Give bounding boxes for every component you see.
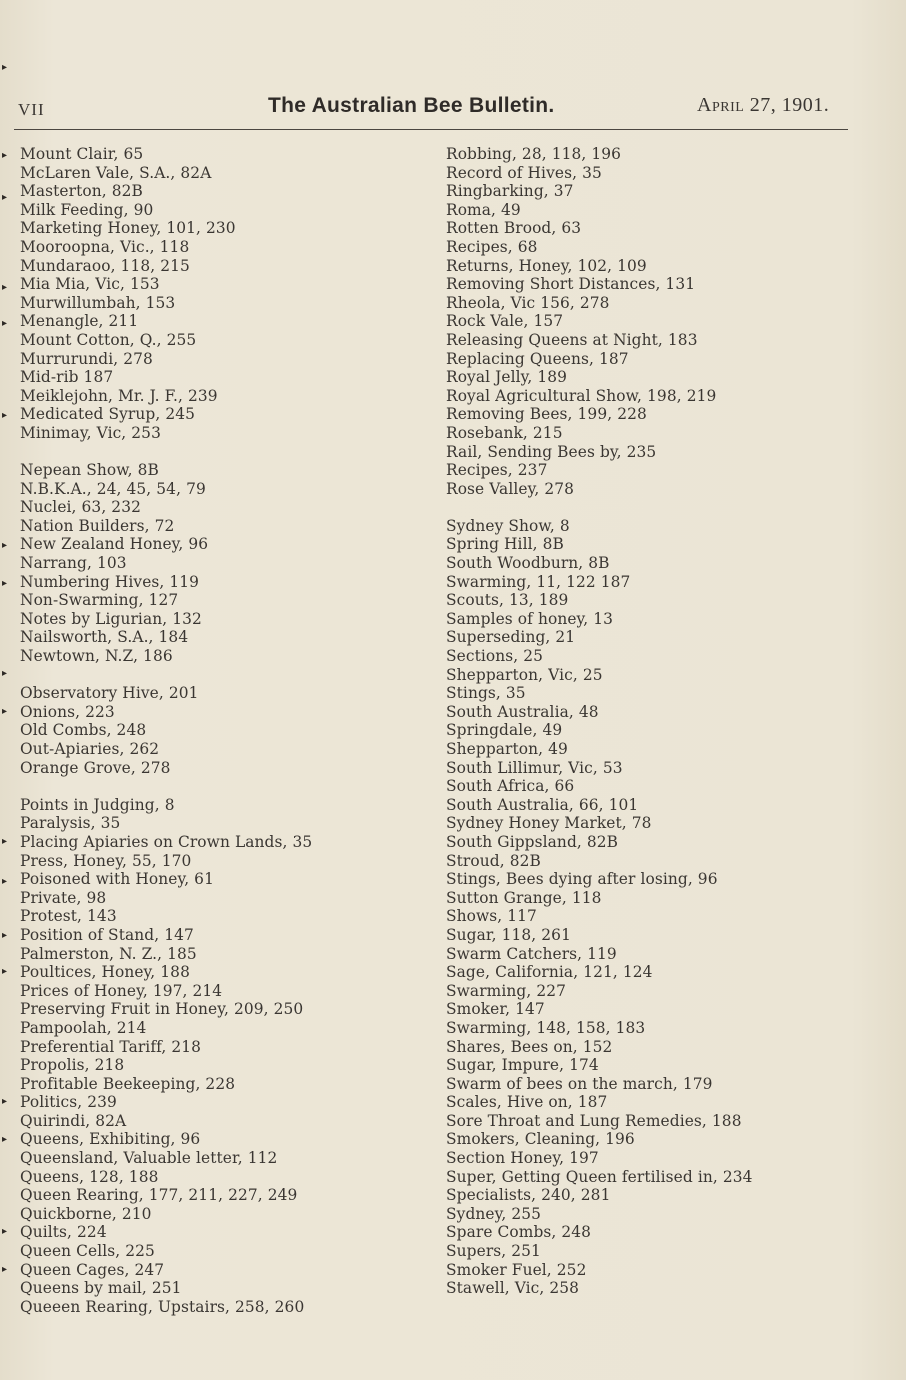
index-entry: Sydney, 255 [446, 1204, 542, 1223]
margin-tick: ▸ [2, 876, 8, 887]
index-entry: Preserving Fruit in Honey, 209, 250 [20, 1000, 304, 1019]
index-entry: Notes by Ligurian, 132 [20, 609, 202, 628]
index-entry: Mount Clair, 65 [20, 145, 144, 163]
index-entry: Newtown, N.Z, 186 [20, 647, 173, 666]
margin-tick: ▸ [2, 62, 8, 73]
index-entry: Shares, Bees on, 152 [446, 1037, 613, 1056]
index-entry: Scouts, 13, 189 [446, 591, 569, 610]
margin-tick: ▸ [2, 410, 8, 421]
index-entry: Rotten Brood, 63 [446, 219, 582, 238]
index-entry: Placing Apiaries on Crown Lands, 35 [20, 832, 313, 851]
header-rule [14, 129, 848, 130]
index-entry: Nailsworth, S.A., 184 [20, 628, 189, 647]
issue-month: April [697, 94, 745, 116]
section-gap [20, 666, 430, 685]
index-entry: Paralysis, 35 [20, 814, 121, 833]
margin-tick: ▸ [2, 668, 8, 679]
index-entry: Rail, Sending Bees by, 235 [446, 442, 657, 461]
index-entry: Profitable Beekeeping, 228 [20, 1074, 236, 1093]
index-entry: Scales, Hive on, 187 [446, 1093, 608, 1112]
index-entry: Propolis, 218 [20, 1056, 125, 1075]
index-entry: Sutton Grange, 118 [446, 888, 602, 907]
index-entry: Queeen Rearing, Upstairs, 258, 260 [20, 1297, 305, 1316]
index-entry: South Gippsland, 82B [446, 832, 619, 851]
index-entry: Shepparton, 49 [446, 740, 568, 758]
margin-tick: ▸ [2, 192, 8, 203]
margin-tick: ▸ [2, 930, 8, 941]
index-entry: Masterton, 82B [20, 182, 143, 201]
index-entry: Sydney Honey Market, 78 [446, 814, 652, 833]
index-entry: Releasing Queens at Night, 183 [446, 330, 698, 349]
index-entry: Swarm Catchers, 119 [446, 944, 617, 963]
index-entry: Palmerston, N. Z., 185 [20, 944, 197, 963]
margin-tick: ▸ [2, 706, 8, 717]
index-entry: Orange Grove, 278 [20, 758, 171, 777]
index-entry: South Lillimur, Vic, 53 [446, 758, 623, 777]
index-entry: Replacing Queens, 187 [446, 349, 629, 368]
index-entry: Murrurundi, 278 [20, 349, 153, 368]
index-entry: Mid-rib 187 [20, 368, 114, 387]
index-entry: Robbing, 28, 118, 196 [446, 145, 622, 163]
index-column-right [446, 145, 846, 1298]
index-entry: South Australia, 66, 101 [446, 795, 639, 814]
index-entry: Shows, 117 [446, 907, 537, 926]
index-entry: Queen Rearing, 177, 211, 227, 249 [20, 1186, 298, 1205]
index-entry: Record of Hives, 35 [446, 163, 602, 182]
index-entry: Spring Hill, 8B [446, 535, 564, 554]
index-entry: Nation Builders, 72 [20, 516, 175, 535]
index-entry: Mooroopna, Vic., 118 [20, 237, 190, 256]
index-entry: Murwillumbah, 153 [20, 293, 176, 312]
index-entry: Mount Cotton, Q., 255 [20, 330, 197, 349]
index-entry: Swarming, 11, 122 187 [446, 572, 631, 591]
index-entry: Recipes, 68 [446, 237, 538, 256]
index-entry: Quirindi, 82A [20, 1111, 127, 1130]
index-entry: N.B.K.A., 24, 45, 54, 79 [20, 479, 206, 498]
index-entry: Mundaraoo, 118, 215 [20, 256, 190, 275]
margin-tick: ▸ [2, 1264, 8, 1275]
index-entry: Removing Short Distances, 131 [446, 275, 696, 294]
index-entry: Stings, 35 [446, 684, 526, 703]
index-entry: New Zealand Honey, 96 [20, 535, 209, 554]
index-entry: Poultices, Honey, 188 [20, 963, 190, 982]
index-column-left [20, 145, 430, 1316]
index-entry: Smoker, 147 [446, 1000, 545, 1019]
section-gap [20, 777, 430, 796]
index-entry: Sugar, 118, 261 [446, 925, 571, 944]
index-entry: Rock Vale, 157 [446, 312, 564, 331]
index-entry: Quilts, 224 [20, 1223, 107, 1242]
index-entry: Sugar, Impure, 174 [446, 1056, 599, 1075]
index-entry: Smoker Fuel, 252 [446, 1260, 587, 1279]
index-entry: Points in Judging, 8 [20, 795, 175, 814]
index-entry: Sydney Show, 8 [446, 516, 570, 535]
margin-tick: ▸ [2, 1226, 8, 1237]
index-entry: Non-Swarming, 127 [20, 591, 179, 610]
section-gap [20, 443, 430, 462]
index-entry: Spare Combs, 248 [446, 1223, 592, 1242]
journal-title: The Australian Bee Bulletin. [268, 94, 555, 117]
margin-tick: ▸ [2, 1096, 8, 1107]
index-entry: Narrang, 103 [20, 554, 127, 573]
index-entry: Springdale, 49 [446, 721, 563, 740]
margin-tick: ▸ [2, 318, 8, 329]
index-entry: Onions, 223 [20, 702, 115, 721]
issue-day-year: 27, 1901. [744, 94, 830, 116]
index-entry: Sage, California, 121, 124 [446, 963, 653, 982]
index-entry: Royal Jelly, 189 [446, 368, 568, 387]
index-entry: Stings, Bees dying after losing, 96 [446, 870, 718, 889]
index-entry: Queens, 128, 188 [20, 1167, 159, 1186]
index-entry: Queen Cells, 225 [20, 1242, 155, 1261]
index-entry: Menangle, 211 [20, 312, 139, 331]
index-entry: Rheola, Vic 156, 278 [446, 293, 610, 312]
index-entry: Specialists, 240, 281 [446, 1186, 611, 1205]
index-entry: South Africa, 66 [446, 777, 575, 796]
index-entry: McLaren Vale, S.A., 82A [20, 163, 212, 182]
index-entry: Smokers, Cleaning, 196 [446, 1130, 635, 1149]
index-entry: Private, 98 [20, 888, 107, 907]
section-gap [446, 498, 846, 517]
index-entry: Roma, 49 [446, 200, 521, 219]
margin-tick: ▸ [2, 966, 8, 977]
index-entry: Supers, 251 [446, 1242, 541, 1261]
index-entry: Prices of Honey, 197, 214 [20, 981, 223, 1000]
index-entry: Stroud, 82B [446, 851, 541, 870]
index-entry: Sore Throat and Lung Remedies, 188 [446, 1111, 742, 1130]
index-entry: Position of Stand, 147 [20, 925, 194, 944]
index-entry: Section Honey, 197 [446, 1149, 599, 1168]
index-entry: Ringbarking, 37 [446, 182, 574, 201]
index-entry: Old Combs, 248 [20, 721, 147, 740]
index-entry: Removing Bees, 199, 228 [446, 405, 647, 424]
index-entry: Swarming, 148, 158, 183 [446, 1018, 646, 1037]
index-entry: Samples of honey, 13 [446, 609, 614, 628]
margin-tick: ▸ [2, 150, 8, 161]
issue-date [697, 94, 829, 117]
index-entry: Medicated Syrup, 245 [20, 405, 195, 424]
index-entry: Nepean Show, 8B [20, 461, 159, 480]
index-entry: Marketing Honey, 101, 230 [20, 219, 236, 238]
index-entry: Out-Apiaries, 262 [20, 740, 160, 758]
index-entry: Poisoned with Honey, 61 [20, 870, 214, 889]
index-entry: Super, Getting Queen fertilised in, 234 [446, 1167, 753, 1186]
index-entry: South Australia, 48 [446, 702, 599, 721]
page-number: VII [18, 100, 45, 119]
index-entry: Recipes, 237 [446, 461, 548, 480]
running-header [0, 92, 906, 126]
index-entry: Politics, 239 [20, 1093, 117, 1112]
index-entry: Preferential Tariff, 218 [20, 1037, 202, 1056]
margin-tick: ▸ [2, 578, 8, 589]
index-entry: Pampoolah, 214 [20, 1018, 147, 1037]
index-entry: Press, Honey, 55, 170 [20, 851, 192, 870]
index-entry: Swarm of bees on the march, 179 [446, 1074, 713, 1093]
margin-tick: ▸ [2, 282, 8, 293]
index-entry: Returns, Honey, 102, 109 [446, 256, 647, 275]
index-entry: Royal Agricultural Show, 198, 219 [446, 386, 717, 405]
index-entry: Observatory Hive, 201 [20, 684, 199, 703]
index-entry: Nuclei, 63, 232 [20, 498, 141, 517]
index-entry: Shepparton, Vic, 25 [446, 665, 603, 684]
index-entry: Numbering Hives, 119 [20, 572, 200, 591]
index-entry: Rosebank, 215 [446, 423, 563, 442]
index-entry: Mia Mia, Vic, 153 [20, 275, 160, 294]
index-entry: Meiklejohn, Mr. J. F., 239 [20, 386, 218, 405]
index-entry: Minimay, Vic, 253 [20, 423, 161, 442]
index-entry: Milk Feeding, 90 [20, 200, 154, 219]
margin-tick: ▸ [2, 1134, 8, 1145]
index-entry: South Woodburn, 8B [446, 554, 610, 573]
index-entry: Stawell, Vic, 258 [446, 1279, 580, 1298]
index-entry: Queens by mail, 251 [20, 1279, 182, 1298]
index-entry: Sections, 25 [446, 647, 544, 666]
index-entry: Queen Cages, 247 [20, 1260, 165, 1279]
index-entry: Protest, 143 [20, 907, 117, 926]
index-entry: Queens, Exhibiting, 96 [20, 1130, 201, 1149]
margin-tick: ▸ [2, 836, 8, 847]
margin-tick: ▸ [2, 540, 8, 551]
index-entry: Swarming, 227 [446, 981, 566, 1000]
index-entry: Quickborne, 210 [20, 1204, 152, 1223]
index-entry: Queensland, Valuable letter, 112 [20, 1149, 278, 1168]
index-entry: Superseding, 21 [446, 628, 576, 647]
index-entry: Rose Valley, 278 [446, 479, 574, 498]
